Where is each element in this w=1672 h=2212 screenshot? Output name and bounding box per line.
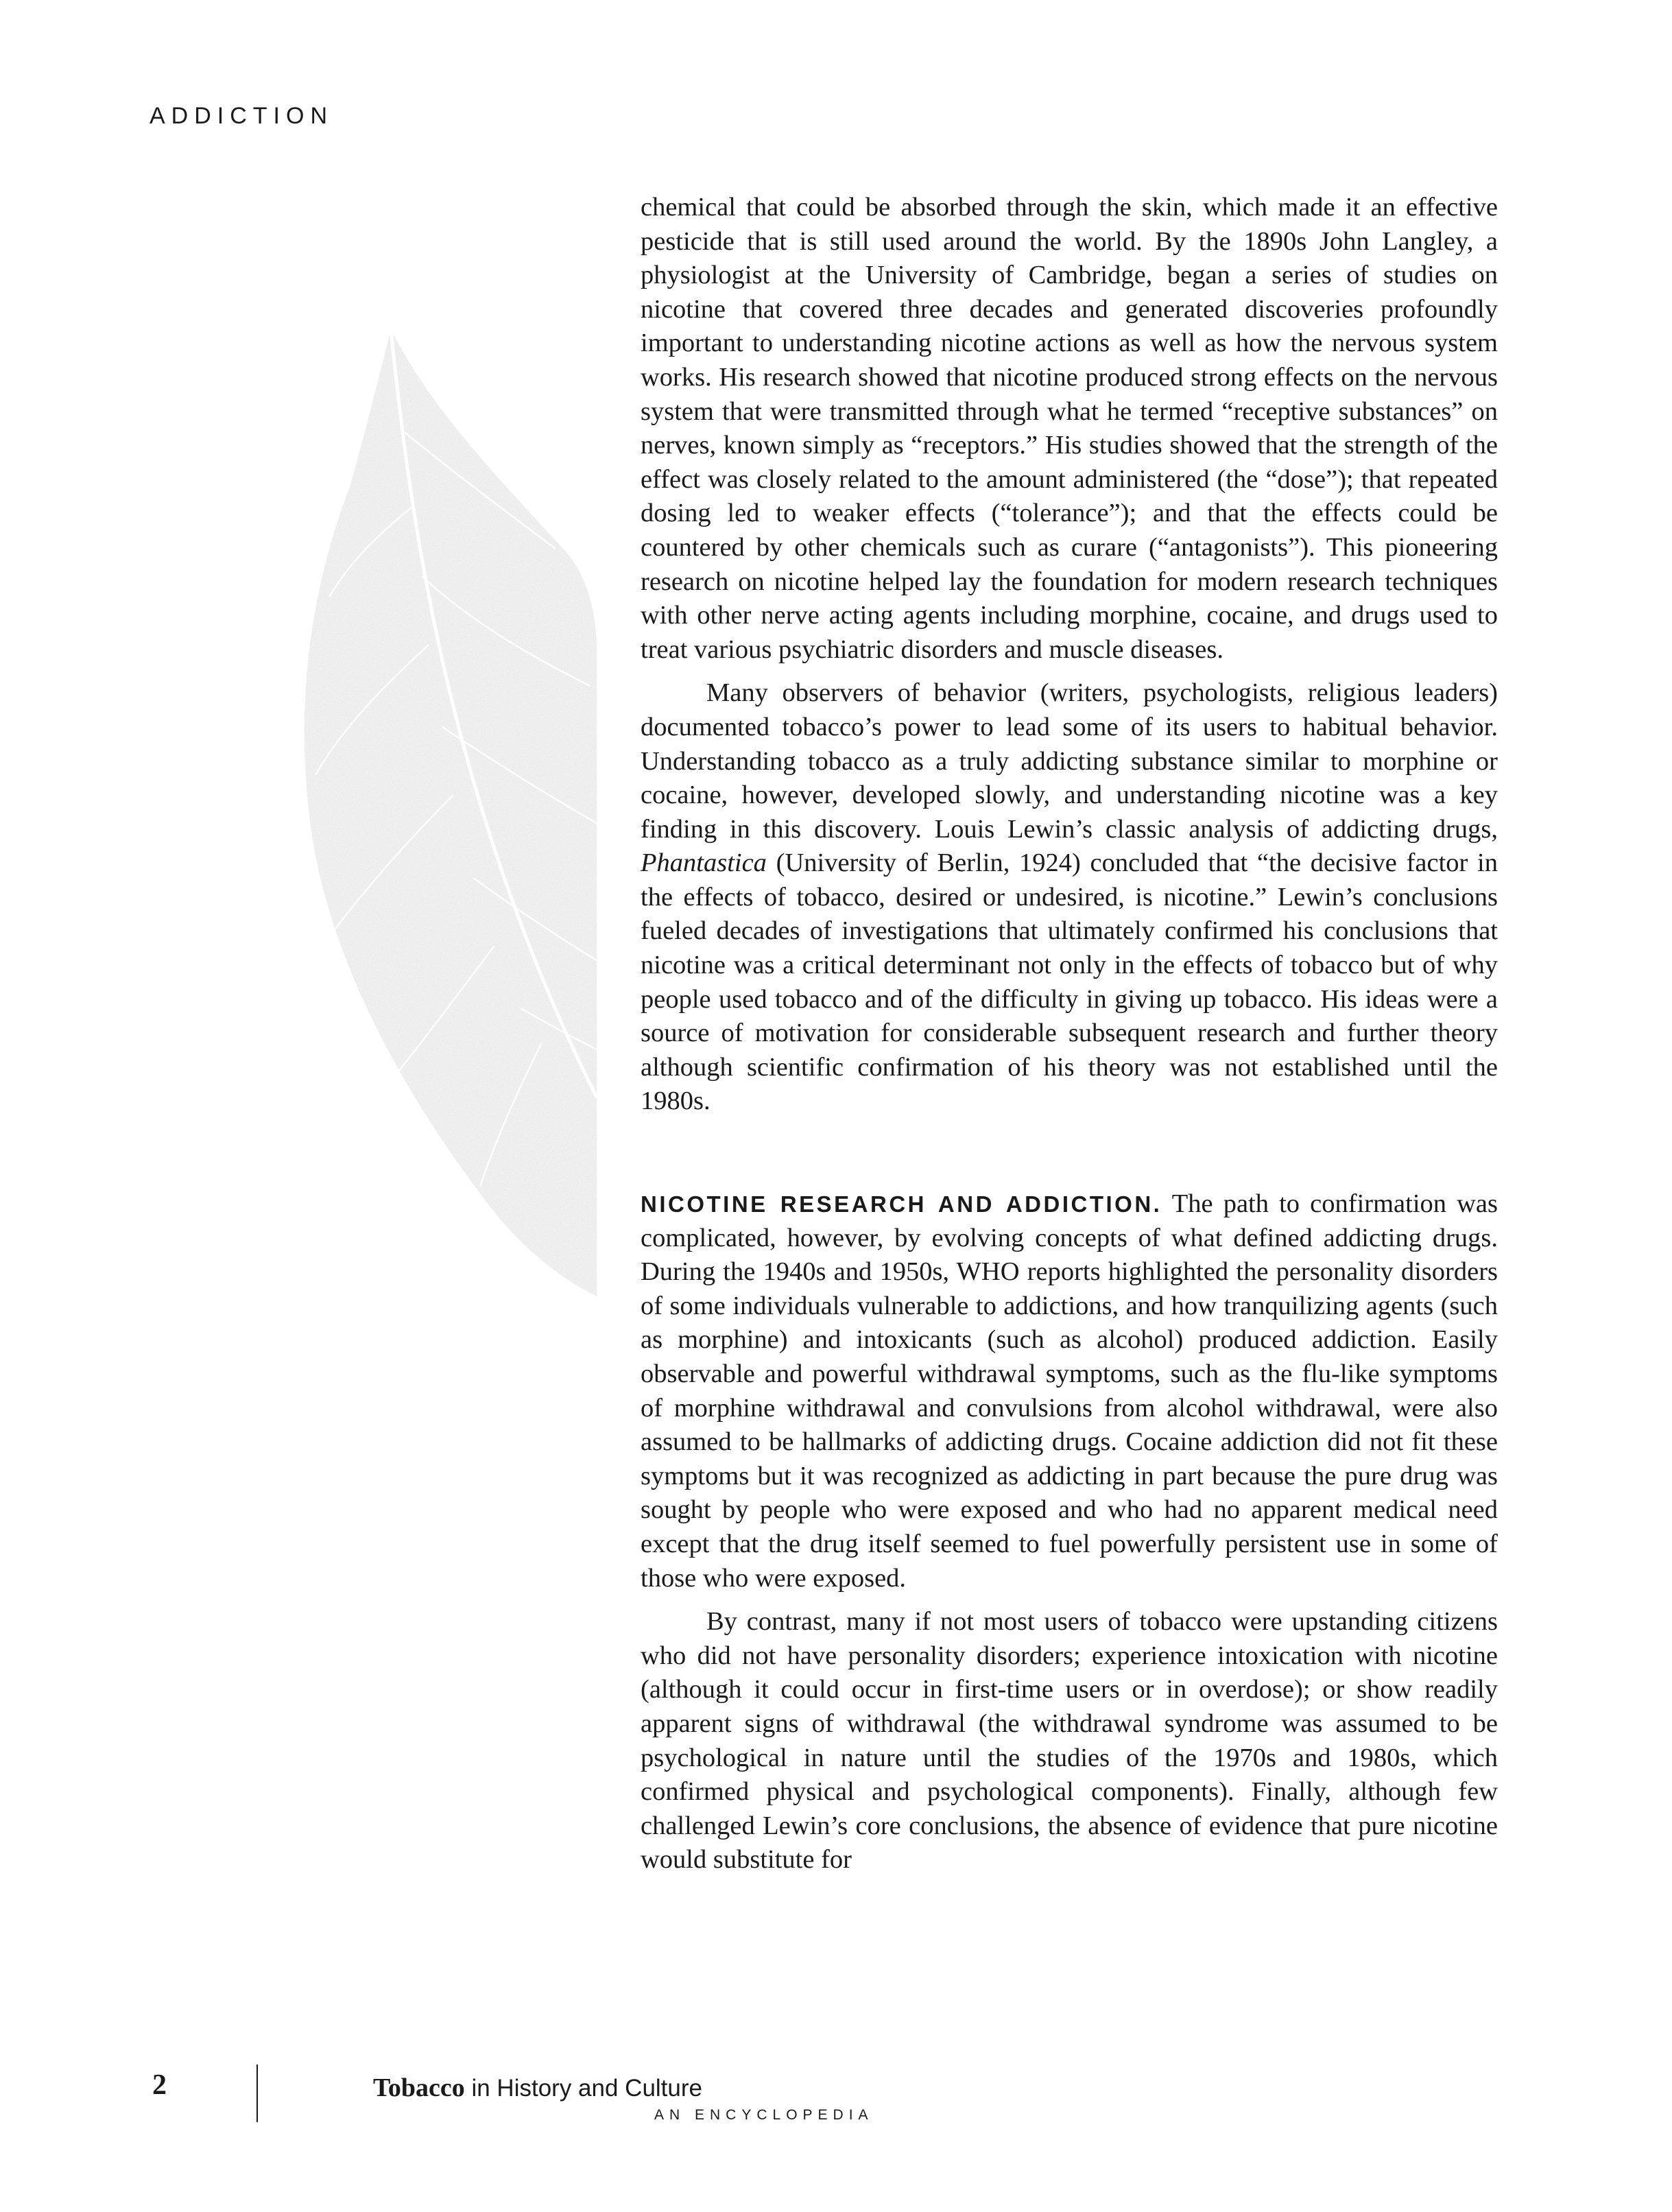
paragraph-4: By contrast, many if not most users of tobacco were upstanding citizens who did not have personality disorders; experience intoxication with nicotine (although it could occur in first-time users or in overdose); or show readily apparent signs of withdrawal (the withdrawal syndrome was assumed to be psychological in nature until the studies of the 1970s and 1980s, which confirmed physical and psychological components). Finally, although few challenged Lewin’s core conclusions, the absence of evidence that pure nicotine would substitute for [641,1607,1498,1875]
book-subtitle: AN ENCYCLOPEDIA [654,2107,874,2123]
book-title-phantastica: Phantastica [641,848,767,878]
paragraph-2 [641,676,1498,1119]
paragraph-2-text-a: Many observers of behavior (writers, psychologists, religious leaders) documented tobacco’s power to lead some of its users to habitual behavior. Understanding tobacco as a truly addicting substance similar to morphine or cocaine, however, developed slowly, and understanding nicotine was a key finding in this discovery. Louis Lewin’s classic analysis of addicting drugs, [641,678,1498,844]
paragraph-2-text-b: (University of Berlin, 1924) concluded that “the decisive factor in the effects of tobacco, desired or undesired, is nicotine.” Lewin’s conclusions fueled decades of investigations that ultimately confirmed his conclusions that nicotine was a critical determinant not only in the effects of tobacco but of why people used tobacco and of the difficulty in giving up tobacco. His ideas were a source of motivation for considerable subsequent research and further theory although scientific confirmation of his theory was not established until the 1980s. [641,848,1498,1116]
page-number: 2 [152,2069,167,2101]
running-head: ADDICTION [150,103,333,129]
paragraph-3 [641,1187,1498,1595]
book-title-bold: Tobacco [373,2073,465,2102]
footer-divider [256,2065,258,2122]
book-title-rest: in History and Culture [464,2075,702,2102]
main-text-column [641,191,1498,1877]
paragraph-3-text: The path to confirmation was complicated, however, by evolving concepts of what defined addicting drugs. During the 1940s and 1950s, WHO reports highlighted the personality disorders of some individuals vulnerable to addictions, and how tranquilizing agents (such as morphine) and intoxicants (such as alcohol) produced addiction. Easily observable and powerful withdrawal symptoms, such as the flu-like symptoms of morphine withdrawal and convulsions from alcohol withdrawal, were also assumed to be hallmarks of addicting drugs. Cocaine addiction did not fit these symptoms but it was recognized as addicting in part because the pure drug was sought by people who were exposed and who had no apparent medical need except that the drug itself seemed to fuel powerfully persistent use in some of those who were exposed. [641,1189,1498,1593]
leaf-illustration [295,329,597,1296]
section-heading: NICOTINE RESEARCH AND ADDICTION. [641,1191,1162,1217]
paragraph-1: chemical that could be absorbed through the skin, which made it an effective pesticide that is still used around the world. By the 1890s John Langley, a physiologist at the University of Cambridge, began a series of studies on nicotine that covered three decades and generated discoveries profoundly important to understanding nicotine actions as well as how the nervous system works. His research showed that nicotine produced strong effects on the nervous system that were transmitted through what he termed “receptive substances” on nerves, known simply as “receptors.” His studies showed that the strength of the effect was closely related to the amount administered (the “dose”); that repeated dosing led to weaker effects (“tolerance”); and that the effects could be countered by other chemicals such as curare (“antagonists”). This pioneering research on nicotine helped lay the foundation for modern research techniques with other nerve acting agents including morphine, cocaine, and drugs used to treat various psychiatric disorders and muscle diseases. [641,193,1498,664]
book-title [373,2073,702,2103]
